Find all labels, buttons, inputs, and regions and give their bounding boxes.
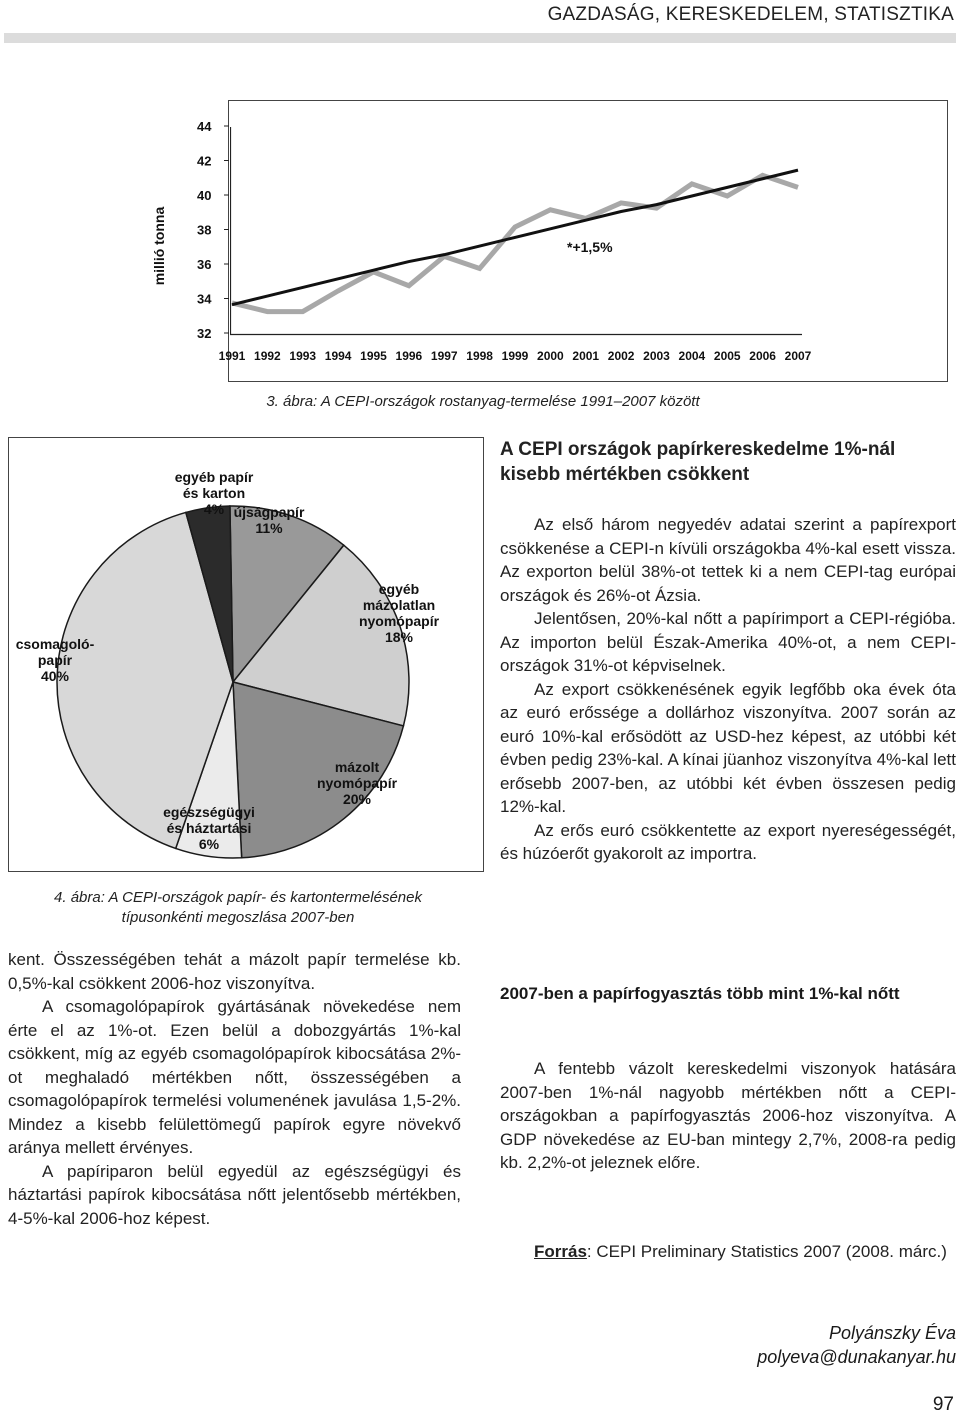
pie-label-line: nyomópapír [316,775,398,791]
figure4-frame [8,437,484,872]
x-tick-label: 2005 [713,349,741,363]
pie-label-line: papír [37,652,73,668]
pie-label-line: és karton [182,485,246,501]
x-tick-label: 1993 [289,349,317,363]
left-paragraph-1: kent. Összességében tehát a mázolt papír termelése kb. 0,5%-kal csökkent 2006-hoz viszonyítva. [8,950,461,993]
y-tick-label: 44 [197,119,212,134]
section-heading: A CEPI országok papírkereskedelme 1%-nál kisebb mértékben csökkent [500,439,896,485]
left-paragraph-3: A papíriparon belül egyedül az egészségügyi és háztartási papírok kibocsátása nőtt jelentősebb mértékben, 4-5%-kal 2006-hoz képest. [8,1161,461,1228]
pie-chart [9,438,483,871]
source-label: Forrás [534,1242,587,1261]
y-tick-label: 42 [197,153,212,169]
header-rule [4,33,956,43]
x-tick-label: 2001 [572,349,600,363]
y-tick-label: 38 [197,222,212,238]
x-tick-label: 1996 [395,349,423,363]
series-line-trend [232,170,798,305]
y-tick-label: 36 [197,257,212,272]
right-column-top [500,513,956,866]
pie-label-line: nyomópapír [358,613,440,629]
line-chart [230,102,948,382]
y-axis-label: millió tonna [151,206,167,286]
left-column [8,948,461,1230]
x-tick-label: 1998 [466,349,493,363]
x-tick-label: 1994 [324,349,352,363]
pie-label-line: mázolt [334,759,380,775]
y-tick-label: 40 [197,188,212,203]
figure4-caption [8,888,468,928]
right-column-bottom [500,1057,956,1175]
x-tick-label: 2002 [607,349,635,363]
figure3-frame [228,100,948,382]
pie-label-line: egészségügyi [163,804,255,820]
page-header [0,0,960,44]
section-title: GAZDASÁG, KERESKEDELEM, STATISZTIKA [547,4,954,25]
series-line-production [232,175,798,311]
x-tick-label: 2004 [678,349,706,363]
pie-label-line: egyéb papír [174,469,254,485]
pie-label-line: 4% [203,501,225,517]
source-colon: : [586,1242,592,1261]
x-tick-label: 1992 [254,349,281,363]
right-paragraph-5: A fentebb vázolt kereskedelmi viszonyok hatására 2007-ben 1%-nál nagyobb mértékben nőtt a CEPI-országokban a papírfogyasztás 2006-hoz viszonyítva. A GDP növekedése az EU-ban mintegy 2,7%, 2008-ra pedig kb. 2,2%-ot jeleznek előre. [500,1059,956,1172]
right-paragraph-3: Az export csökkenésének egyik legfőbb oka évek óta az euró erőssége a dollárhoz viszonyítva. 2007 során az euró 10%-kal erősödött az USD-hez képest, az utóbbi két évben pedig 23%-kal. A kínai jüanhoz viszonyítva 4%-kal lett erősebb 2007-ben, az utóbbi két évben összesen pedig 12%-kal. [500,679,956,816]
figure4-caption-line1: 4. ábra: A CEPI-országok papír- és kartontermelésének [54,889,422,906]
x-tick-label: 2007 [784,349,812,363]
pie-label-line: 40% [40,668,70,684]
source-note [500,1240,956,1264]
pie-label-line: és háztartási [166,820,252,836]
pie-label-line: mázolatlan [362,597,436,613]
author-name: Polyánszky Éva [828,1323,956,1343]
x-tick-label: 1997 [430,349,458,363]
subheading: 2007-ben a papírfogyasztás több mint 1%-kal nőtt [500,984,900,1003]
pie-label-line: újságpapír [233,504,305,520]
right-paragraph-1: Az első három negyedév adatai szerint a papírexport csökkenése a CEPI-n kívüli országokba 4%-kal esett vissza. Az exporton belül 38%-ot tettek ki a nem CEPI-tag európai országok és 26%-ot Ázsia. [500,515,956,605]
pie-label-line: 20% [342,791,372,807]
x-tick-label: 1999 [501,349,529,363]
x-tick-label: 2003 [643,349,670,363]
x-tick-label: 2000 [537,349,564,363]
author-email[interactable]: polyeva@dunakanyar.hu [757,1347,956,1367]
right-paragraph-2: Jelentősen, 20%-kal nőtt a papírimport a CEPI-régióba. Az importon belül Észak-Amerika 40%-ot, a nem CEPI-országok 31%-ot képviselnek. [500,609,956,675]
trend-annotation: *+1,5% [567,239,613,255]
right-paragraph-4: Az erős euró csökkentette az export nyereségességét, és húzóerőt gyakorolt az importra. [500,820,956,863]
author-block [500,1321,956,1369]
pie-label-line: egyéb [378,581,420,597]
source-text: CEPI Preliminary Statistics 2007 (2008. márc.) [591,1242,947,1261]
page-number: 97 [932,1394,954,1415]
x-tick-label: 1995 [360,349,387,363]
pie-label-line: csomagoló- [15,636,95,652]
pie-label-line: 11% [255,520,283,536]
pie-label-line: 18% [384,629,414,645]
x-tick-label: 2006 [749,349,776,363]
left-paragraph-2: A csomagolópapírok gyártásának növekedése nem érte el az 1%-ot. Ezen belül a dobozgyártás 1%-kal csökkent, míg az egyéb csomagolópapírok kibocsátása 2%-ot meghaladó mértékben nőtt, összességében a csomagolópapírok termelési volumenének javulása 1,5-2%. Mindez a kisebb felülettömegű papírok egyre növekvő aránya mellett érvényes. [8,997,461,1157]
figure4-caption-line2: típusonkénti megoszlása 2007-ben [121,909,355,926]
figure3-caption: 3. ábra: A CEPI-országok rostanyag-termelése 1991–2007 között [266,393,700,410]
pie-label-line: 6% [198,836,220,852]
y-tick-label: 32 [197,326,212,341]
x-tick-label: 1991 [218,349,246,363]
y-tick-label: 34 [197,291,212,307]
